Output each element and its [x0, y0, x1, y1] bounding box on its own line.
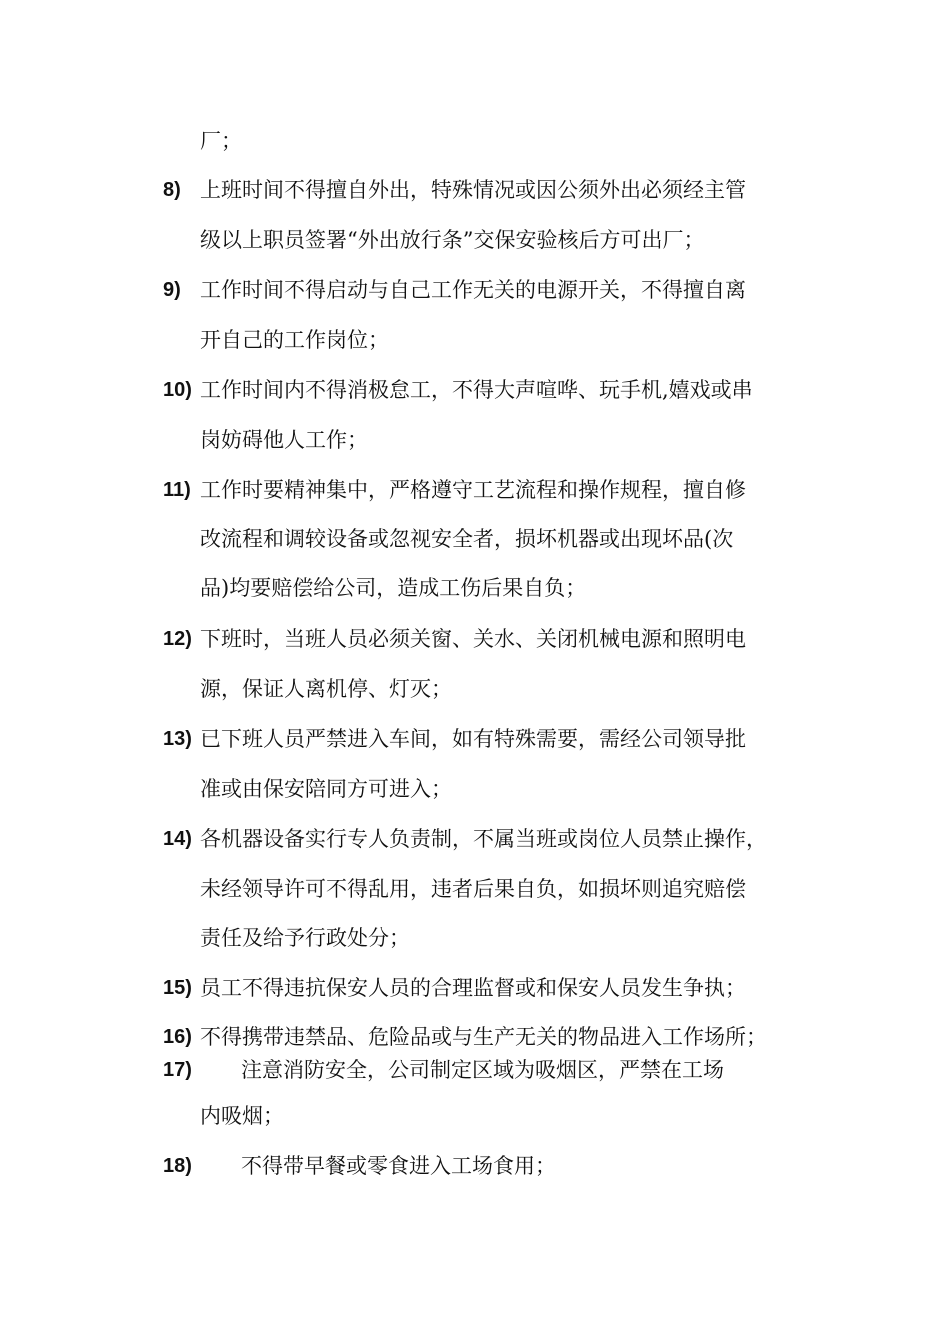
- item-15-line-1: 员工不得违抗保安人员的合理监督或和保安人员发生争执；: [200, 976, 746, 1000]
- item-number-13: 13): [163, 728, 192, 750]
- item-number-9: 9): [163, 279, 181, 301]
- item-16-line-1: 不得携带违禁品、危险品或与生产无关的物品进入工作场所；: [200, 1025, 767, 1049]
- item-8-line-1: 上班时间不得擅自外出，特殊情况或因公须外出必须经主管: [200, 178, 746, 202]
- item-10-line-2: 岗妨碍他人工作；: [200, 428, 368, 452]
- item-8-line-2: 级以上职员签署“外出放行条”交保安验核后方可出厂；: [200, 228, 705, 252]
- item-9-line-1: 工作时间不得启动与自己工作无关的电源开关，不得擅自离: [200, 278, 746, 302]
- item-10-line-1: 工作时间内不得消极怠工，不得大声喧哗、玩手机,嬉戏或串: [200, 378, 753, 402]
- item-number-12: 12): [163, 628, 192, 650]
- item-12-line-1: 下班时，当班人员必须关窗、关水、关闭机械电源和照明电: [200, 627, 746, 651]
- item-number-8: 8): [163, 179, 181, 201]
- item-14-line-1: 各机器设备实行专人负责制，不属当班或岗位人员禁止操作，: [200, 827, 767, 851]
- item-11-line-2: 改流程和调较设备或忽视安全者，损坏机器或出现坏品(次: [200, 527, 734, 551]
- item-9-line-2: 开自己的工作岗位；: [200, 328, 389, 352]
- item-12-line-2: 源，保证人离机停、灯灭；: [200, 677, 452, 701]
- item-17-line-2: 内吸烟；: [200, 1104, 284, 1128]
- item-13-line-1: 已下班人员严禁进入车间，如有特殊需要，需经公司领导批: [200, 727, 746, 751]
- item-14-line-3: 责任及给予行政处分；: [200, 926, 410, 950]
- item-number-17: 17): [163, 1059, 192, 1081]
- item-17-line-1: 注意消防安全，公司制定区域为吸烟区，严禁在工场: [241, 1058, 724, 1082]
- item-number-16: 16): [163, 1026, 192, 1048]
- item-11-line-1: 工作时要精神集中，严格遵守工艺流程和操作规程，擅自修: [200, 478, 746, 502]
- item-18-line-1: 不得带早餐或零食进入工场食用；: [241, 1154, 556, 1178]
- item-number-11: 11): [163, 479, 191, 501]
- item-number-14: 14): [163, 828, 192, 850]
- item-11-line-3: 品)均要赔偿给公司，造成工伤后果自负；: [200, 576, 587, 600]
- item-number-15: 15): [163, 977, 192, 999]
- item-number-10: 10): [163, 379, 192, 401]
- item-13-line-2: 准或由保安陪同方可进入；: [200, 777, 452, 801]
- continuation-line: 厂；: [200, 129, 242, 153]
- item-number-18: 18): [163, 1155, 192, 1177]
- item-14-line-2: 未经领导许可不得乱用，违者后果自负，如损坏则追究赔偿: [200, 877, 746, 901]
